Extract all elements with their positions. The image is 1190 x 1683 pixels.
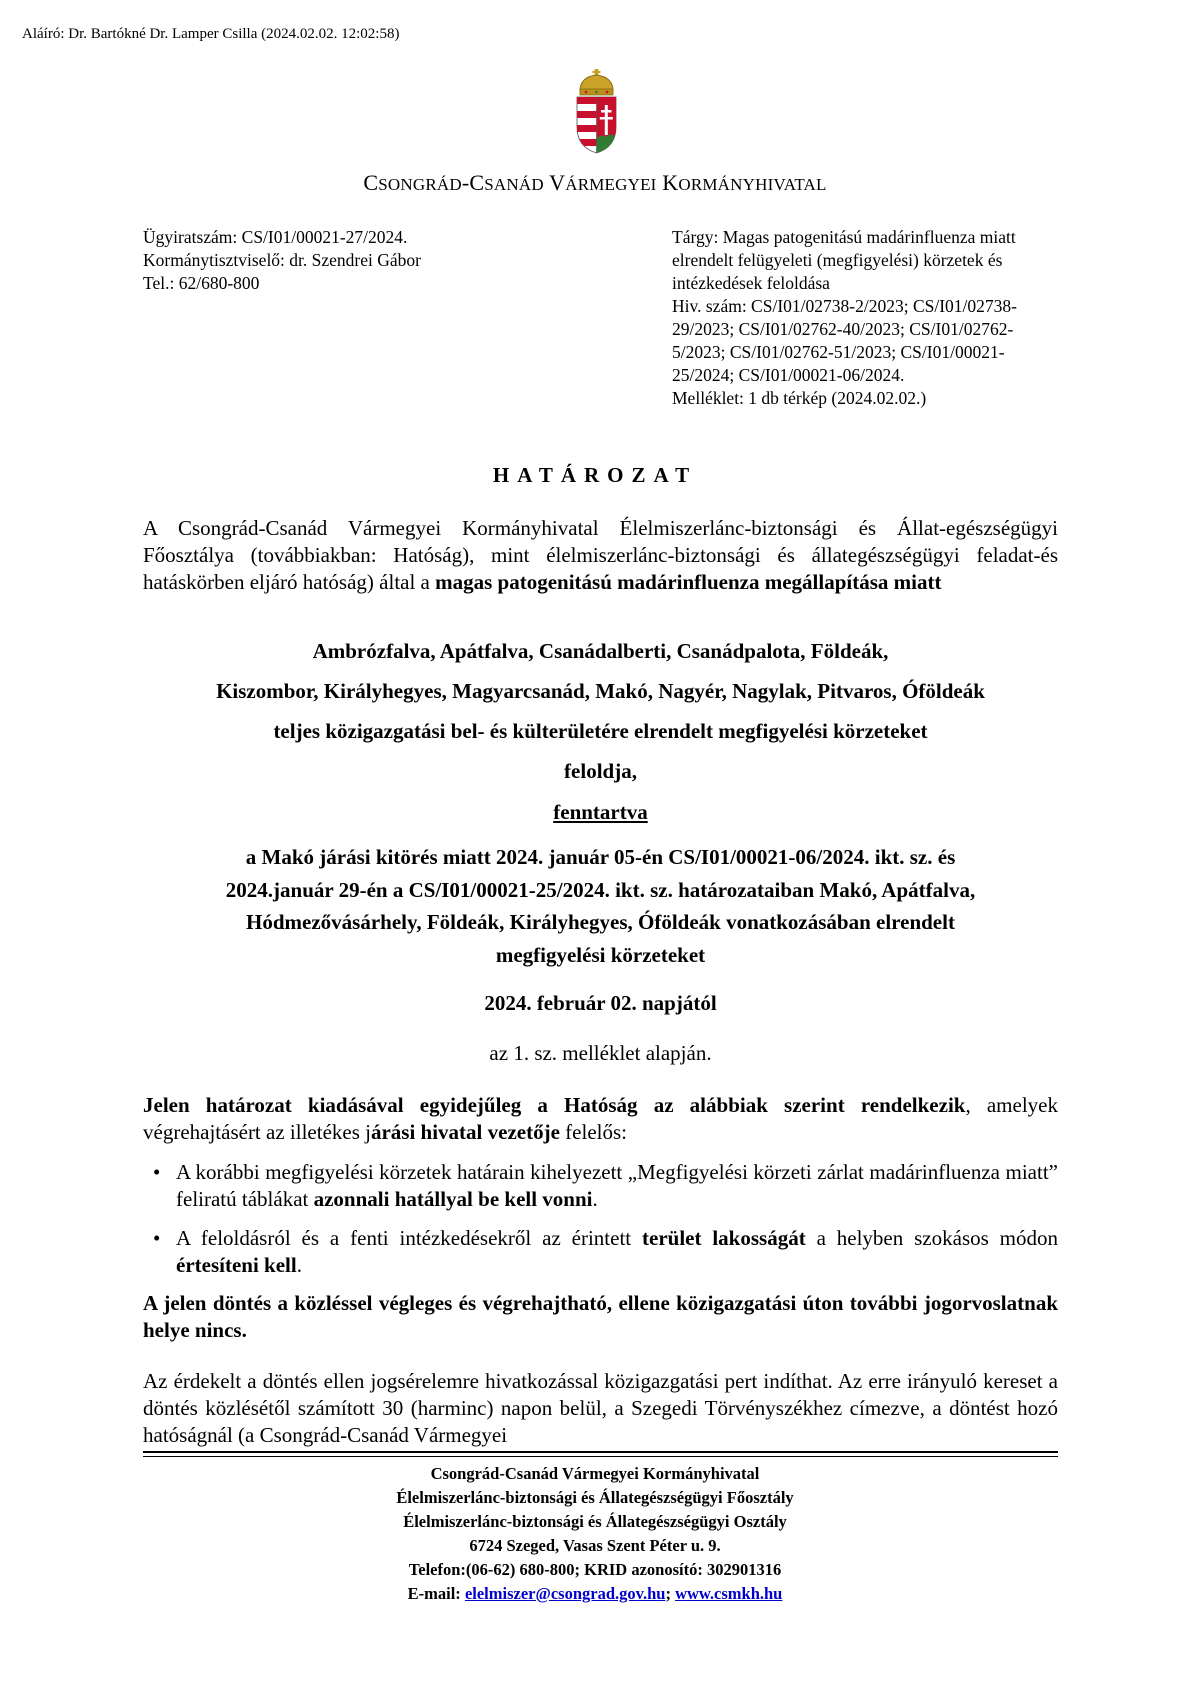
website-link[interactable]: www.csmkh.hu	[675, 1584, 783, 1603]
footer	[0, 1462, 1190, 1606]
exception-line: Hódmezővásárhely, Földeák, Királyhegyes, Óföldeák vonatkozásában elrendelt	[246, 910, 955, 934]
case-metadata	[143, 226, 421, 295]
orders-paragraph: Jelen határozat kiadásával egyidejűleg a Hatóság az alábbiak szerint rendelkezik, amelyek végrehajtásért az illetékes járási hivatal vezetője felelős:	[143, 1093, 1058, 1144]
measures-list	[143, 1159, 1058, 1291]
case-officer: Kormánytisztviselő: dr. Szendrei Gábor	[143, 250, 421, 270]
list-item: • A korábbi megfigyelési körzetek határain kihelyezett „Megfigyelési körzeti zárlat madárinfluenza miatt” feliratú táblákat azonnali hatállyal be kell vonni.	[153, 1160, 1058, 1211]
footer-divider	[143, 1456, 1058, 1457]
email-link[interactable]: elelmiszer@csongrad.gov.hu	[464, 1584, 666, 1603]
footer-line: Élelmiszerlánc-biztonsági és Állategészségügyi Főosztály	[396, 1488, 794, 1507]
exception-line: 2024.január 29-én a CS/I01/00021-25/2024. ikt. sz. határozataiban Makó, Apátfalva,	[225, 877, 976, 902]
scope-line: teljes közigazgatási bel- és külterületére elrendelt megfigyelési körzeteket	[273, 719, 928, 743]
subject-line: Tárgy: Magas patogenitású madárinfluenza miatt	[672, 227, 1016, 247]
reference-line: Hiv. szám: CS/I01/02738-2/2023; CS/I01/02738-	[672, 296, 1017, 316]
exception-line: megfigyelési körzeteket	[495, 942, 706, 967]
reference-line: 5/2023; CS/I01/02762-51/2023; CS/I01/00021-	[672, 342, 1005, 362]
footer-contact: E-mail: elelmiszer@csongrad.gov.hu; www.csmkh.hu	[407, 1584, 783, 1603]
effective-date: 2024. február 02. napjától	[484, 991, 717, 1015]
case-phone: Tel.: 62/680-800	[143, 273, 260, 293]
reference-line: 25/2024; CS/I01/00021-06/2024.	[672, 365, 905, 385]
list-item: • A feloldásról és a fenti intézkedésekről az érintett terület lakosságát a helyben szokásos módon értesíteni kell.	[153, 1226, 1058, 1277]
subject-line: intézkedések feloldása	[672, 273, 830, 293]
organization-name: CSONGRÁD-CSANÁD VÁRMEGYEI KORMÁNYHIVATAL	[363, 170, 827, 195]
intro-paragraph: A Csongrád-Csanád Vármegyei Kormányhivatal Élelmiszerlánc-biztonsági és Állat-egészségügyi Főosztálya (továbbiakban: Hatóság), mint élelmiszerlánc-biztonsági és állategészségügyi feladat-és hatáskörben eljáró hatóság) által a magas patogenitású madárinfluenza megállapítása miatt	[143, 516, 1058, 594]
final-statement: A jelen döntés a közléssel végleges és végrehajtható, ellene közigazgatási úton további jogorvoslatnak helye nincs.	[143, 1291, 1058, 1342]
footer-line: Élelmiszerlánc-biztonsági és Állategészségügyi Osztály	[403, 1512, 787, 1531]
decision-line: feloldja,	[564, 759, 637, 783]
footer-address: 6724 Szeged, Vasas Szent Péter u. 9.	[469, 1536, 721, 1555]
subject-line: elrendelt felügyeleti (megfigyelési) körzetek és	[672, 250, 1003, 270]
bullet-icon: •	[153, 1226, 161, 1250]
document-title: HATÁROZAT	[492, 463, 698, 487]
footer-divider	[143, 1451, 1058, 1453]
bullet-icon: •	[153, 1160, 161, 1184]
case-number: Ügyiratszám: CS/I01/00021-27/2024.	[143, 227, 408, 247]
footer-phone: Telefon:(06-62) 680-800; KRID azonosító: 302901316	[408, 1560, 782, 1579]
signer-line: Aláíró: Dr. Bartókné Dr. Lamper Csilla (2024.02.02. 12:02:58)	[22, 26, 400, 42]
reference-line: 29/2023; CS/I01/02762-40/2023; CS/I01/02762-	[672, 319, 1014, 339]
reserved-line: fenntartva	[553, 800, 648, 824]
appeal-paragraph: Az érdekelt a döntés ellen jogsérelemre hivatkozással közigazgatási pert indíthat. Az erre irányuló kereset a döntés közlésétől számított 30 (harminc) napon belül, a Szegedi Törvényszékhez címezve, a döntést hozó hatóságnál (a Csongrád-Csanád Vármegyei	[143, 1369, 1058, 1447]
footer-line: Csongrád-Csanád Vármegyei Kormányhivatal	[430, 1464, 760, 1483]
basis-line: az 1. sz. melléklet alapján.	[489, 1041, 712, 1065]
attachment-line: Melléklet: 1 db térkép (2024.02.02.)	[672, 388, 927, 408]
subject-metadata	[672, 226, 1092, 410]
exception-block	[143, 841, 1058, 971]
exception-line: a Makó járási kitörés miatt 2024. január 05-én CS/I01/00021-06/2024. ikt. sz. és	[245, 845, 956, 869]
hungarian-coat-of-arms-icon	[574, 69, 619, 154]
settlements-line: Ambrózfalva, Apátfalva, Csanádalberti, Csanádpalota, Földeák,	[312, 639, 889, 663]
settlements-line: Kiszombor, Királyhegyes, Magyarcsanád, Makó, Nagyér, Nagylak, Pitvaros, Óföldeák	[216, 679, 985, 703]
